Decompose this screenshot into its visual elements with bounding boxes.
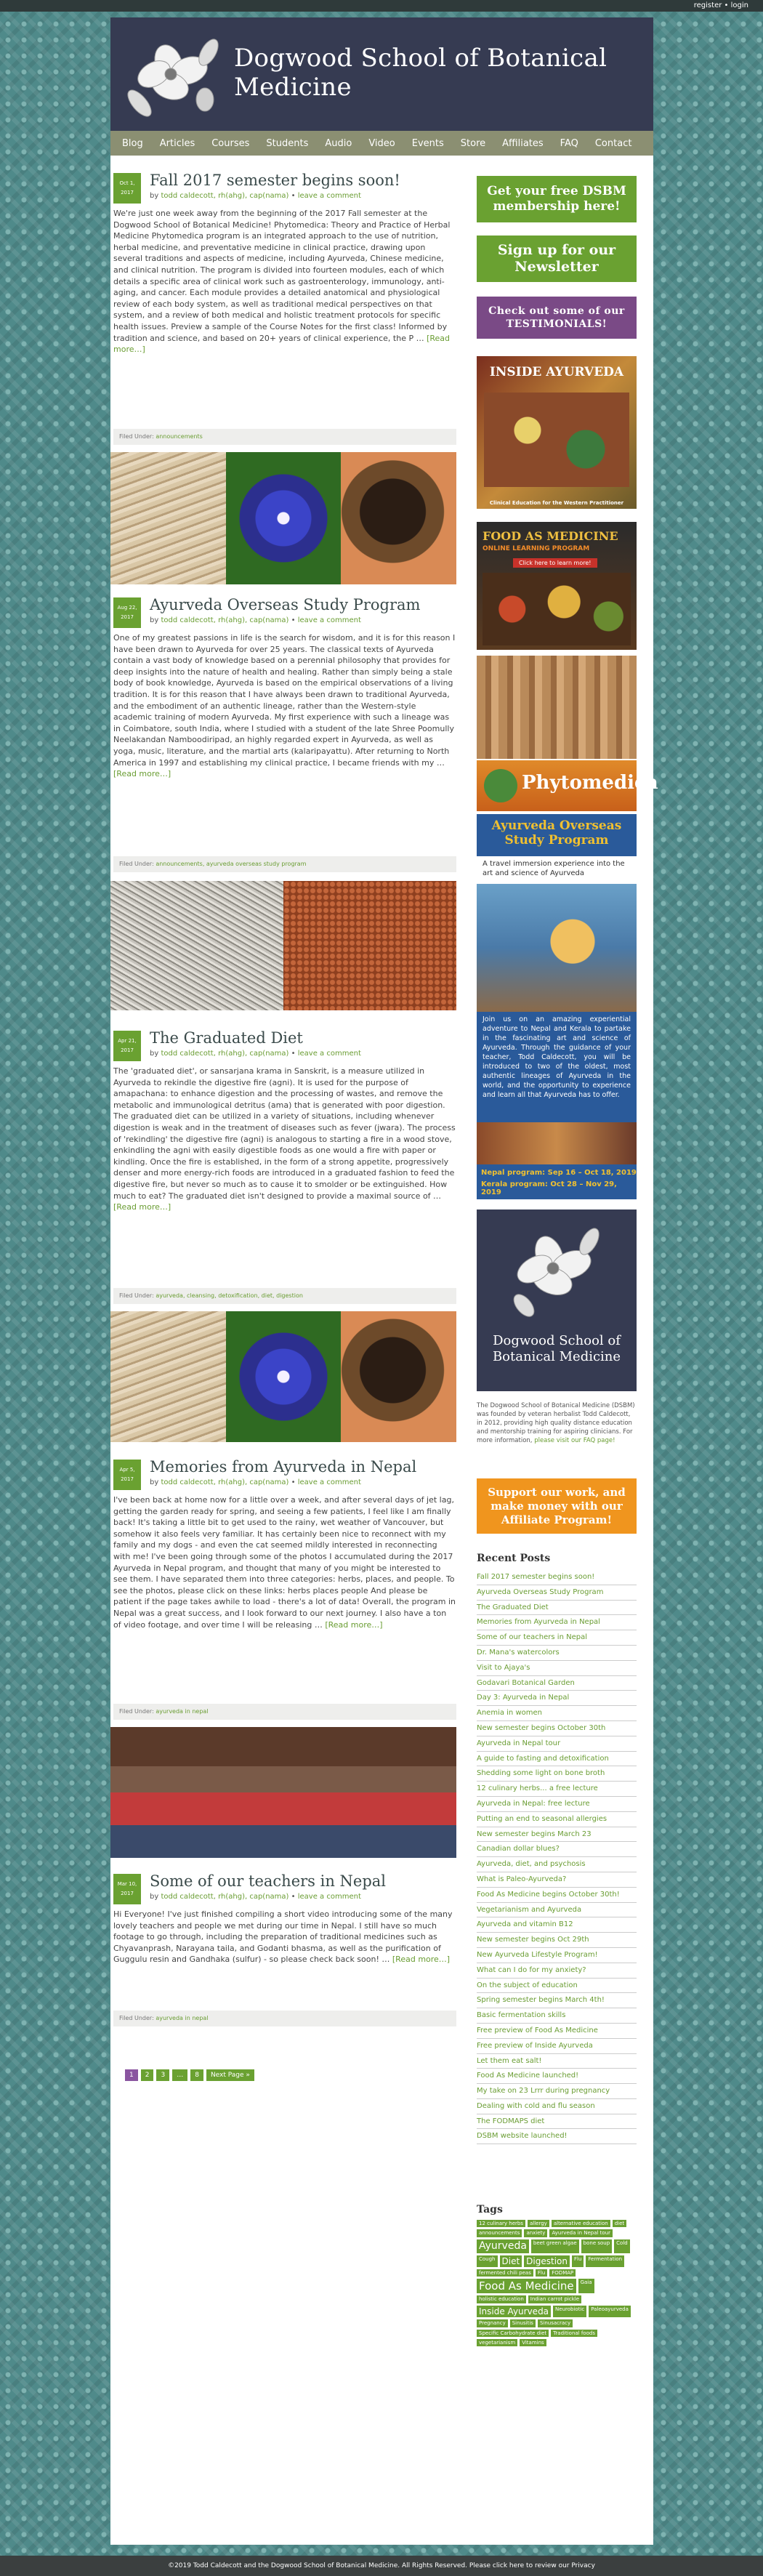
recent-post-link[interactable]: Basic fermentation skills [477, 2008, 637, 2024]
recent-post-link[interactable]: Canadian dollar blues? [477, 1842, 637, 1857]
post-excerpt: I've been back at home now for a little over a week, and after several days of jet lag, getting the garden ready for spring, and seeing a few patients, I feel like I am finally back! It's taking a little bit to get used to the rainy, wet weather of Vancouver, but somehow it also feels very familiar. It has certainly been nice to reconnect with my family and my dogs - and even the cat seemed mildly interested in reconnecting with me! I've been going through some of the photos I accumulated during the 2017 Ayurveda in Nepal program, and thought that many of you might be interested to see them. I have separated them into three categories: herbs, places, and people. To see the photos, please click on these links: herbs places people And please be patient if the page takes awhile to load - there's a lot of data! Overall, the program in Nepal was a great success, and I look forward to our next journey. I also have a ton of video footage, and over time I will be releasing … [Read more…] [113, 1495, 456, 1630]
comment-link[interactable]: leave a comment [297, 1893, 361, 1901]
recent-post-link[interactable]: Ayurveda in Nepal: free lecture [477, 1797, 637, 1812]
page-8[interactable]: 8 [190, 2069, 203, 2081]
recent-post-link[interactable]: DSBM website launched! [477, 2129, 637, 2144]
post-image-strip-3 [110, 1311, 456, 1442]
post-ayurveda-overseas [113, 596, 456, 872]
tag-link[interactable]: vegetarianism [477, 2339, 517, 2346]
post-title[interactable]: Some of our teachers in Nepal [150, 1872, 387, 1890]
read-more-link[interactable]: [Read more…] [113, 769, 171, 779]
recent-post-link[interactable]: The Graduated Diet [477, 1601, 637, 1616]
nav-faq[interactable]: FAQ [560, 137, 578, 149]
author-link[interactable]: todd caldecott, rh(ahg), cap(nama) [161, 616, 289, 624]
post-image-strip-1 [110, 452, 456, 584]
page-1[interactable]: 1 [125, 2069, 138, 2081]
post-categories: Filed Under: announcements, ayurveda overseas study program [113, 856, 456, 872]
page-2[interactable]: 2 [141, 2069, 154, 2081]
read-more-link[interactable]: [Read more…] [392, 1955, 451, 1965]
login-link[interactable]: login [730, 1, 748, 9]
read-more-link[interactable]: [Read more…] [113, 333, 451, 355]
ad-subtitle: ONLINE LEARNING PROGRAM [483, 545, 590, 552]
account-links [694, 1, 748, 9]
nav-students[interactable]: Students [266, 137, 309, 149]
post-meta: by todd caldecott, rh(ahg), cap(nama) • leave a comment [150, 1050, 361, 1058]
post-title[interactable]: Ayurveda Overseas Study Program [150, 596, 421, 613]
dogwood-flower-logo [506, 1220, 607, 1321]
photo-script-manuscript [110, 1311, 226, 1442]
post-excerpt: We're just one week away from the beginning of the 2017 Fall semester at the Dogwood School of Botanical Medicine! Phytomedica: Theory and Practice of Herbal Medicine Phytomedica program is an integrated approach to the use of nutrition, herbal medicine, and preventative medicine in clinical practice, drawing upon several traditions and aspects of medicine, including Ayurveda, Chinese medicine, and clinical nutrition. The program is divided into fourteen modules, each of which details a specific area of clinical work such as gastroenterology, immunology, anti-aging, and cancer. Each module provides a detailed anatomical and physiological review of each body system, as well as traditional medical perspectives on that system, and a review of both medical and holistic treatment protocols for specific health issues. Preview a sample of the Course Notes for the first class! Informed by tradition and science, and based on 20+ years of clinical experience, the P … [Read more…] [113, 209, 451, 355]
tag-link[interactable]: Food As Medicine [477, 2279, 576, 2293]
food-as-medicine-ad[interactable] [477, 522, 637, 650]
main-nav [110, 131, 653, 156]
recent-posts-heading: Recent Posts [477, 1553, 551, 1564]
post-categories: Filed Under: ayurveda, cleansing, detoxification, diet, digestion [113, 1288, 456, 1304]
post-excerpt: Hi Everyone! I've just finished compiling a short video introducing some of the many lovely teachers and people we met during our time in Nepal. I still have so much footage to go through, including the preparation of traditional medicines such as Chyavanprash, Narayana taila, and Godanti bhasma, as well as the purification of Guggulu resin and Gandhaka (sulfur) - so please check back soon! … [Read more…] [113, 1909, 453, 1965]
recent-post-link[interactable]: Dealing with cold and flu season [477, 2099, 637, 2114]
tag-link[interactable]: beet green algae [531, 2239, 579, 2253]
tag-link[interactable]: Vitamins [520, 2339, 546, 2346]
tag-link[interactable]: Flu [536, 2269, 547, 2277]
nav-contact[interactable]: Contact [594, 137, 632, 149]
tags-heading: Tags [477, 2204, 503, 2215]
recent-post-link[interactable]: Ayurveda Overseas Study Program [477, 1585, 637, 1601]
post-date: Apr 21, 2017 [113, 1031, 141, 1061]
inside-ayurveda-ad[interactable] [477, 356, 637, 509]
comment-link[interactable]: leave a comment [297, 616, 361, 624]
post-excerpt: The 'graduated diet', or sansarjana krama in Sanskrit, is a measure utilized in Ayurveda to rekindle the digestive fire (agni). It is used for the purpose of amapachana: to enhance digestion and the processing of wastes, and remove the metabolic and immunological detritus (ama) that is generated with poor digestion. The graduated diet can be utilized in a variety of situations, including whenever digestion is weak and in the treatment of diseases such as fever (jwara). The process of 'rekindling' the digestive fire (agni) is analogous to starting a fire in a wood stove, enkindling the agni with easily digestible foods as one would a fire with paper or kindling. Once the fire is established, in the form of a strong appetite, progressively denser and more energy-rich foods are introduced in a graduated fashion to feed the digestive fire, but never so much as to cause it to smolder or be extinguished. How much to eat? The graduated diet isn't designed to provide a maximal source of … [Read more…] [113, 1066, 456, 1212]
post-image-nepal [110, 1727, 456, 1858]
tag-link[interactable]: FODMAP [549, 2269, 576, 2277]
recent-post-link[interactable]: New semester begins March 23 [477, 1827, 637, 1843]
next-page-button[interactable]: Next Page » [206, 2069, 254, 2081]
tag-link[interactable]: Sinusacracy [538, 2319, 573, 2327]
recent-post-link[interactable]: Some of our teachers in Nepal [477, 1630, 637, 1646]
photo-blue-flower [226, 1311, 342, 1442]
photo-blue-flower [226, 452, 342, 584]
ad-kerala-dates: Kerala program: Oct 28 – Nov 29, 2019 [481, 1180, 617, 1196]
recent-post-link[interactable]: Free preview of Inside Ayurveda [477, 2039, 637, 2054]
author-link[interactable]: todd caldecott, rh(ahg), cap(nama) [161, 192, 289, 200]
ad-subtitle: A travel immersion experience into the art and science of Ayurveda [477, 856, 637, 884]
post-teachers-nepal [113, 1872, 456, 2032]
post-excerpt: One of my greatest passions in life is the search for wisdom, and it is for this reason I have been drawn to Ayurveda for over 25 years. The classical texts of Ayurveda contain a vast body of knowledge based on a perennial philosophy that provides for deep insights into the nature of health and healing. Rather than simply being a stale body of book knowledge, Ayurveda is based on the empirical observations of a living tradition. It is for this reason that I have always been drawn to traditional Ayurveda, and the embodiment of an authentic lineage, rather than the Western-style academic training of modern Ayurveda. My first experience with such a lineage was in Coimbatore, south India, where I studied with a student of the late Shree Poomully Neelakandan Namboodiripad, an highly regarded expert in Ayurveda, as well as yoga, music, literature, and the martial arts (kalaripayattu). After returning to North America in 1997 and establishing my clinical practice, I became friends with my … [Read more…] [113, 633, 456, 779]
tag-link[interactable]: allergy [528, 2220, 549, 2227]
tag-link[interactable]: Indian carrot pickle [528, 2295, 581, 2303]
author-link[interactable]: todd caldecott, rh(ahg), cap(nama) [161, 1050, 289, 1058]
post-meta: by todd caldecott, rh(ahg), cap(nama) • leave a comment [150, 616, 361, 624]
ad-title: Ayurveda Overseas Study Program [491, 818, 622, 848]
tag-link[interactable]: alternative education [552, 2220, 610, 2227]
nav-articles[interactable]: Articles [159, 137, 195, 149]
post-image-strip-2 [110, 881, 456, 1010]
post-categories: Filed Under: announcements [113, 429, 456, 445]
ad-photo-collage [484, 393, 629, 487]
recent-post-link[interactable]: What is Paleo-Ayurveda? [477, 1872, 637, 1888]
recent-post-link[interactable]: Dr. Mana's watercolors [477, 1646, 637, 1661]
tag-link[interactable]: Neurobiotic [553, 2306, 586, 2317]
faq-link[interactable]: please visit our FAQ page! [534, 1437, 615, 1444]
category-link[interactable]: announcements, ayurveda overseas study program [156, 861, 307, 867]
author-link[interactable]: todd caldecott, rh(ahg), cap(nama) [161, 1478, 289, 1486]
ad-title: FOOD AS MEDICINE [483, 529, 618, 543]
read-more-link[interactable]: [Read more…] [113, 1202, 171, 1212]
category-link[interactable]: ayurveda in nepal [156, 2015, 209, 2021]
comment-link[interactable]: leave a comment [297, 1478, 361, 1486]
recent-post-link[interactable]: Ayurveda, diet, and psychosis [477, 1857, 637, 1872]
category-link[interactable]: ayurveda in nepal [156, 1708, 209, 1715]
tag-link[interactable]: Ayurveda in Nepal tour [549, 2229, 613, 2237]
post-graduated-diet [113, 1029, 456, 1305]
post-categories: Filed Under: ayurveda in nepal [113, 1704, 456, 1720]
ad-photo-strip [477, 1122, 637, 1164]
photo-mortar [341, 452, 456, 584]
site-header [110, 17, 653, 131]
tag-link[interactable]: anxiety [524, 2229, 547, 2237]
photo-lentils [283, 881, 456, 1010]
temple-carving-photo [477, 656, 637, 759]
tag-link[interactable]: bone soup [581, 2239, 613, 2253]
read-more-link[interactable]: [Read more…] [325, 1619, 383, 1630]
recent-post-link[interactable]: New semester begins October 30th [477, 1721, 637, 1736]
post-title[interactable]: Memories from Ayurveda in Nepal [150, 1458, 417, 1476]
ad-title: INSIDE AYURVEDA [489, 365, 624, 379]
dogwood-flower-logo[interactable] [125, 31, 227, 118]
tag-link[interactable]: Cough [477, 2255, 498, 2267]
tag-link[interactable]: Cold [614, 2239, 630, 2253]
recent-post-link[interactable]: Godavari Botanical Garden [477, 1676, 637, 1691]
tag-link[interactable]: Traditional foods [551, 2330, 597, 2337]
photo-rice-grains [110, 881, 283, 1010]
tag-link[interactable]: Digestion [524, 2255, 570, 2267]
post-date: Oct 1, 2017 [113, 173, 141, 204]
register-link[interactable]: register [693, 1, 722, 9]
ad-title: Phytomedica [522, 772, 658, 794]
recent-post-link[interactable]: Shedding some light on bone broth [477, 1766, 637, 1782]
recent-post-link[interactable]: Day 3: Ayurveda in Nepal [477, 1691, 637, 1706]
recent-post-link[interactable]: Let them eat salt! [477, 2054, 637, 2069]
post-categories: Filed Under: ayurveda in nepal [113, 2011, 456, 2026]
pagination [125, 2069, 254, 2081]
tag-link[interactable]: diet [613, 2220, 626, 2227]
recent-post-link[interactable]: My take on 23 Lrrr during pregnancy [477, 2084, 637, 2099]
tag-link[interactable]: fermented chili peas [477, 2269, 533, 2277]
ad-cta: Click here to learn more! [513, 558, 597, 568]
recent-post-link[interactable]: Visit to Ajaya's [477, 1661, 637, 1676]
dsbm-logo-block[interactable] [477, 1209, 637, 1391]
separator: • [724, 1, 729, 9]
nav-events[interactable]: Events [411, 137, 444, 149]
post-date: Apr 5, 2017 [113, 1460, 141, 1490]
post-meta: by todd caldecott, rh(ahg), cap(nama) • leave a comment [150, 1478, 361, 1486]
nav-store[interactable]: Store [460, 137, 486, 149]
post-meta: by todd caldecott, rh(ahg), cap(nama) • leave a comment [150, 192, 361, 200]
photo-teachers-group [110, 1727, 456, 1858]
tag-link[interactable]: Diet [500, 2255, 522, 2267]
post-date: Aug 22, 2017 [113, 597, 141, 628]
post-title[interactable]: The Graduated Diet [150, 1029, 303, 1047]
post-title[interactable]: Fall 2017 semester begins soon! [150, 172, 400, 189]
comment-link[interactable]: leave a comment [297, 1050, 361, 1058]
recent-post-link[interactable]: New Ayurveda Lifestyle Program! [477, 1948, 637, 1963]
recent-post-link[interactable]: Ayurveda and vitamin B12 [477, 1917, 637, 1933]
post-memories-nepal [113, 1458, 456, 1715]
recent-post-link[interactable]: New semester begins Oct 29th [477, 1933, 637, 1948]
tag-link[interactable]: Gaia [578, 2279, 594, 2293]
ad-subtitle: Clinical Education for the Western Practitioner [489, 500, 624, 506]
author-link[interactable]: todd caldecott, rh(ahg), cap(nama) [161, 1893, 289, 1901]
nav-audio[interactable]: Audio [325, 137, 352, 149]
ad-photo-child [477, 884, 637, 1012]
tag-link[interactable]: Sinusitis [510, 2319, 536, 2327]
recent-post-link[interactable]: On the subject of education [477, 1979, 637, 1994]
tag-link[interactable]: Fermentation [586, 2255, 624, 2267]
page-ellipsis: … [172, 2069, 187, 2081]
post-fall-2017 [113, 172, 456, 448]
nav-courses[interactable]: Courses [211, 137, 250, 149]
comment-link[interactable]: leave a comment [297, 192, 361, 200]
recent-post-link[interactable]: Anemia in women [477, 1706, 637, 1721]
ad-nepal-dates: Nepal program: Sep 16 – Oct 18, 2019 [481, 1169, 637, 1177]
recent-post-link[interactable]: Memories from Ayurveda in Nepal [477, 1615, 637, 1630]
post-meta: by todd caldecott, rh(ahg), cap(nama) • leave a comment [150, 1893, 361, 1901]
nav-video[interactable]: Video [368, 137, 395, 149]
recent-posts-list [477, 1570, 637, 2144]
about-text: The Dogwood School of Botanical Medicine (DSBM) was founded by veteran herbalist Todd Caldecott, in 2012, providing high quality distance education and mentorship training for aspiring clinicians. For more information, please visit our FAQ page! [477, 1402, 635, 1444]
site-footer: ©2019 Todd Caldecott and the Dogwood School of Botanical Medicine. All Rights Reserved. Please click here to review our Privacy [0, 2556, 763, 2576]
post-date: Mar 10, 2017 [113, 1874, 141, 1904]
tag-link[interactable]: announcements [477, 2229, 522, 2237]
category-link[interactable]: ayurveda, cleansing, detoxification, diet, digestion [156, 1292, 303, 1299]
leaf-icon [484, 769, 517, 802]
recent-post-link[interactable]: Ayurveda in Nepal tour [477, 1736, 637, 1752]
photo-mortar [341, 1311, 456, 1442]
phytomedica-ad[interactable] [477, 760, 658, 811]
recent-post-link[interactable]: Putting an end to seasonal allergies [477, 1812, 637, 1827]
newsletter-button[interactable]: Sign up for our Newsletter [477, 236, 637, 282]
category-link[interactable]: announcements [156, 433, 203, 440]
tag-link[interactable]: Paleoayurveda [589, 2306, 631, 2317]
ad-body: Join us on an amazing experiential adventure to Nepal and Kerala to partake in the fascinating art and science of Ayurveda. Through the guidance of your teacher, Todd Caldecott, you will be introduced to two of the oldest, most authentic lineages of Ayurveda in the world, and the opportunity to experience and learn all that Ayurveda has to offer. [483, 1015, 631, 1099]
tag-link[interactable]: 12 culinary herbs [477, 2220, 525, 2227]
top-bar [0, 0, 763, 12]
nav-affiliates[interactable]: Affiliates [502, 137, 544, 149]
page-3[interactable]: 3 [156, 2069, 169, 2081]
recent-post-link[interactable]: The FODMAPS diet [477, 2114, 637, 2130]
tag-cloud [477, 2220, 637, 2346]
ad-food-photos [483, 573, 631, 645]
tag-link[interactable]: Pregnancy [477, 2319, 508, 2327]
recent-post-link[interactable]: Spring semester begins March 4th! [477, 1993, 637, 2008]
recent-post-link[interactable]: What can I do for my anxiety? [477, 1963, 637, 1979]
nav-blog[interactable]: Blog [122, 137, 143, 149]
tag-link[interactable]: Ayurveda [477, 2239, 529, 2253]
tag-link[interactable]: Specific Carbohydrate diet [477, 2330, 549, 2337]
testimonials-button[interactable]: Check out some of our TESTIMONIALS! [477, 297, 637, 339]
logo-title: Dogwood School of Botanical Medicine [492, 1333, 621, 1364]
overseas-study-ad[interactable] [477, 814, 637, 1199]
recent-post-link[interactable]: Food As Medicine begins October 30th! [477, 1888, 637, 1903]
tag-link[interactable]: Inside Ayurveda [477, 2306, 551, 2317]
tag-link[interactable]: holistic education [477, 2295, 526, 2303]
recent-post-link[interactable]: Food As Medicine launched! [477, 2069, 637, 2084]
photo-script-manuscript [110, 452, 226, 584]
tag-link[interactable]: Flu [572, 2255, 584, 2267]
recent-post-link[interactable]: Free preview of Food As Medicine [477, 2024, 637, 2039]
recent-post-link[interactable]: Fall 2017 semester begins soon! [477, 1570, 637, 1585]
affiliate-button[interactable]: Support our work, and make money with our Affiliate Program! [477, 1478, 637, 1534]
recent-post-link[interactable]: 12 culinary herbs... a free lecture [477, 1782, 637, 1797]
recent-post-link[interactable]: A guide to fasting and detoxification [477, 1752, 637, 1767]
recent-post-link[interactable]: Vegetarianism and Ayurveda [477, 1903, 637, 1918]
site-title[interactable]: Dogwood School of Botanical Medicine [234, 44, 607, 102]
membership-button[interactable]: Get your free DSBM membership here! [477, 176, 637, 222]
